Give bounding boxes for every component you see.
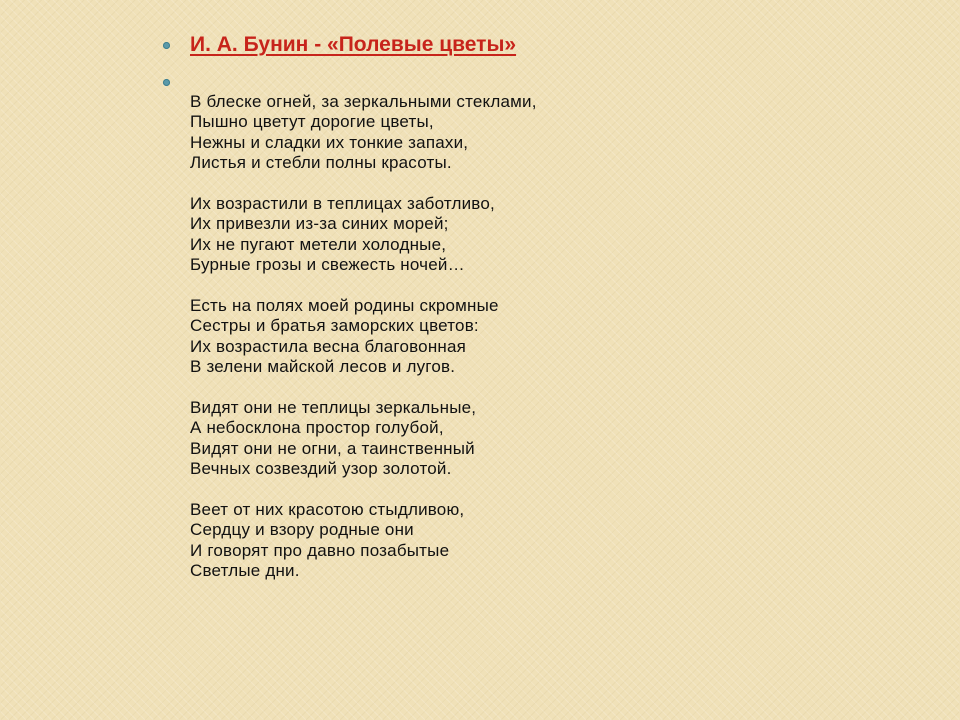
- poem-line: Вечных созвездий узор золотой.: [190, 458, 452, 478]
- poem-stanza-4: [190, 398, 650, 479]
- poem-stanza-3: [190, 296, 650, 377]
- poem-line: Листья и стебли полны красоты.: [190, 152, 452, 172]
- poem-stanza-1: [190, 92, 650, 173]
- poem-stanza-5: [190, 500, 650, 581]
- poem-line: В блеске огней, за зеркальными стеклами,: [190, 92, 537, 111]
- poem-line: Сердцу и взору родные они: [190, 520, 414, 540]
- poem-line: Сестры и братья заморских цветов:: [190, 316, 479, 336]
- slide-title: И. А. Бунин - «Полевые цветы»: [190, 33, 517, 56]
- poem-stanza-2: [190, 194, 650, 275]
- poem-line: И говорят про давно позабытые: [190, 540, 450, 560]
- poem-line: В зелени майской лесов и лугов.: [190, 356, 456, 376]
- bullet-icon: [163, 79, 170, 86]
- poem-line: Их привезли из-за синих морей;: [190, 214, 449, 234]
- title-bullet-item: [163, 31, 516, 59]
- poem-line: Бурные грозы и свежесть ночей…: [190, 254, 465, 274]
- poem-line: Нежны и сладки их тонкие запахи,: [190, 132, 469, 152]
- poem-line: Видят они не огни, а таинственный: [190, 438, 475, 458]
- poem-line: Пышно цветут дорогие цветы,: [190, 112, 434, 132]
- poem-line: Их возрастили в теплицах заботливо,: [190, 193, 495, 213]
- poem-line: Их не пугают метели холодные,: [190, 234, 447, 254]
- empty-bullet-item: [163, 68, 170, 86]
- poem-line: Веет от них красотою стыдливою,: [190, 499, 465, 519]
- poem-line: Их возрастила весна благовонная: [190, 336, 467, 356]
- poem-line: Светлые дни.: [190, 560, 300, 580]
- poem-text: [190, 92, 650, 602]
- poem-line: Есть на полях моей родины скромные: [190, 295, 499, 315]
- poem-line: А небосклона простор голубой,: [190, 418, 444, 438]
- poem-line: Видят они не теплицы зеркальные,: [190, 397, 477, 417]
- bullet-icon: [163, 42, 170, 49]
